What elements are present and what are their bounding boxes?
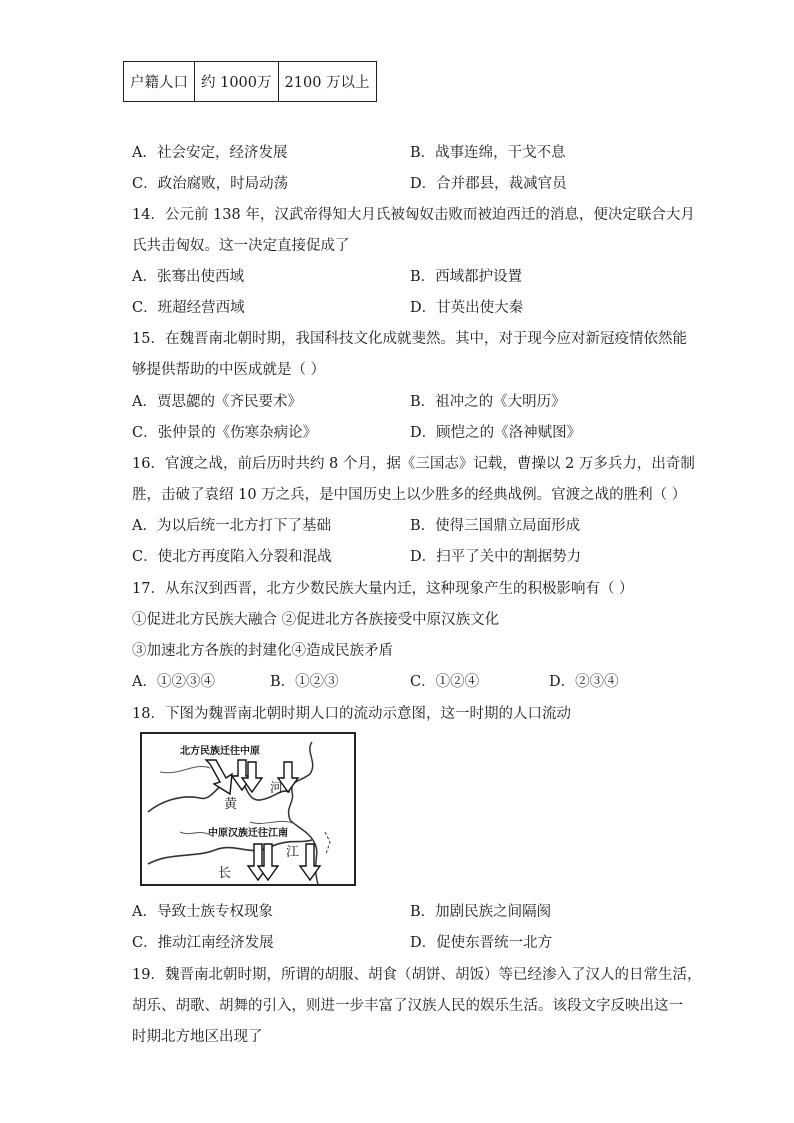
q15-option-a: A．贾思勰的《齐民要术》 (132, 394, 302, 410)
q14-option-a: A．张骞出使西域 (132, 269, 244, 285)
q17-option-c: C．①②④ (410, 674, 480, 690)
q13-option-c: C．政治腐败，时局动荡 (132, 176, 289, 192)
q14-option-b: B．西域都护设置 (410, 269, 523, 285)
q15-option-b: B．祖冲之的《大明历》 (410, 394, 566, 410)
map-svg (140, 732, 356, 886)
map-label-he: 河 (270, 781, 284, 796)
q14-option-c: C．班超经营西域 (132, 300, 245, 316)
table-row (124, 62, 377, 102)
q17-statements-2: ③加速北方各族的封建化④造成民族矛盾 (132, 643, 393, 659)
q18-option-c: C．推动江南经济发展 (132, 935, 274, 951)
table-cell-after: 2100 万以上 (278, 62, 376, 102)
q19-stem-line2: 胡乐、胡歌、胡舞的引入，则进一步丰富了汉族人民的娱乐生活。该段文字反映出这一 (132, 998, 683, 1014)
q13-option-d: D．合并郡县，裁减官员 (410, 176, 567, 192)
q16-option-a: A．为以后统一北方打下了基础 (132, 518, 331, 534)
q18-option-d: D．促使东晋统一北方 (410, 935, 553, 951)
map-label-chang: 长 (218, 866, 232, 881)
q16-stem-line1: 16．官渡之战，前后历时共约 8 个月，据《三国志》记载，曹操以 2 万多兵力，出奇制 (132, 456, 695, 472)
q15-stem-line1: 15．在魏晋南北朝时期，我国科技文化成就斐然。其中，对于现今应对新冠疫情依然能 (132, 331, 687, 347)
q19-stem-line3: 时期北方地区出现了 (132, 1029, 263, 1045)
q14-option-d: D．甘英出使大秦 (410, 300, 524, 316)
population-table (123, 61, 377, 102)
q16-option-b: B．使得三国鼎立局面形成 (410, 518, 581, 534)
q16-stem-line2: 胜，击破了袁绍 10 万之兵，是中国历史上以少胜多的经典战例。官渡之战的胜利（ ） (132, 487, 687, 503)
q17-stem: 17．从东汉到西晋，北方少数民族大量内迁，这种现象产生的积极影响有（ ） (132, 581, 634, 597)
q15-option-c: C．张仲景的《伤寒杂病论》 (132, 425, 318, 441)
q16-option-d: D．扫平了关中的割据势力 (410, 549, 582, 565)
map-label-jiang: 江 (286, 845, 300, 860)
q15-option-d: D．顾恺之的《洛神赋图》 (410, 425, 582, 441)
q17-option-d: D．②③④ (549, 674, 619, 690)
q17-option-b: B．①②③ (270, 674, 339, 690)
q18-stem: 18．下图为魏晋南北朝时期人口的流动示意图，这一时期的人口流动 (132, 706, 571, 722)
q16-option-c: C．使北方再度陷入分裂和混战 (132, 549, 332, 565)
q13-option-b: B．战事连绵，干戈不息 (410, 145, 566, 161)
q15-stem-line2: 够提供帮助的中医成就是（ ） (132, 362, 326, 378)
population-migration-map (140, 732, 356, 886)
map-label-north: 北方民族迁往中原 (180, 746, 260, 757)
q19-stem-line1: 19．魏晋南北朝时期，所谓的胡服、胡食（胡饼、胡饭）等已经渗入了汉人的日常生活， (132, 967, 702, 983)
q18-option-a: A．导致士族专权现象 (132, 904, 273, 920)
q14-stem-line1: 14．公元前 138 年，汉武帝得知大月氏被匈奴击败而被迫西迁的消息，便决定联合大月 (132, 207, 695, 223)
table-cell-before: 约 1000万 (195, 62, 279, 102)
map-label-south: 中原汉族迁往江南 (208, 828, 288, 839)
q17-option-a: A．①②③④ (132, 674, 215, 690)
q13-option-a: A．社会安定，经济发展 (132, 145, 288, 161)
q18-option-b: B．加剧民族之间隔阂 (410, 904, 552, 920)
q14-stem-line2: 氏共击匈奴。这一决定直接促成了 (132, 238, 350, 254)
table-cell-label: 户籍人口 (124, 62, 195, 102)
q17-statements-1: ①促进北方民族大融合 ②促进北方各族接受中原汉族文化 (132, 612, 500, 628)
map-label-huang: 黄 (224, 797, 238, 812)
